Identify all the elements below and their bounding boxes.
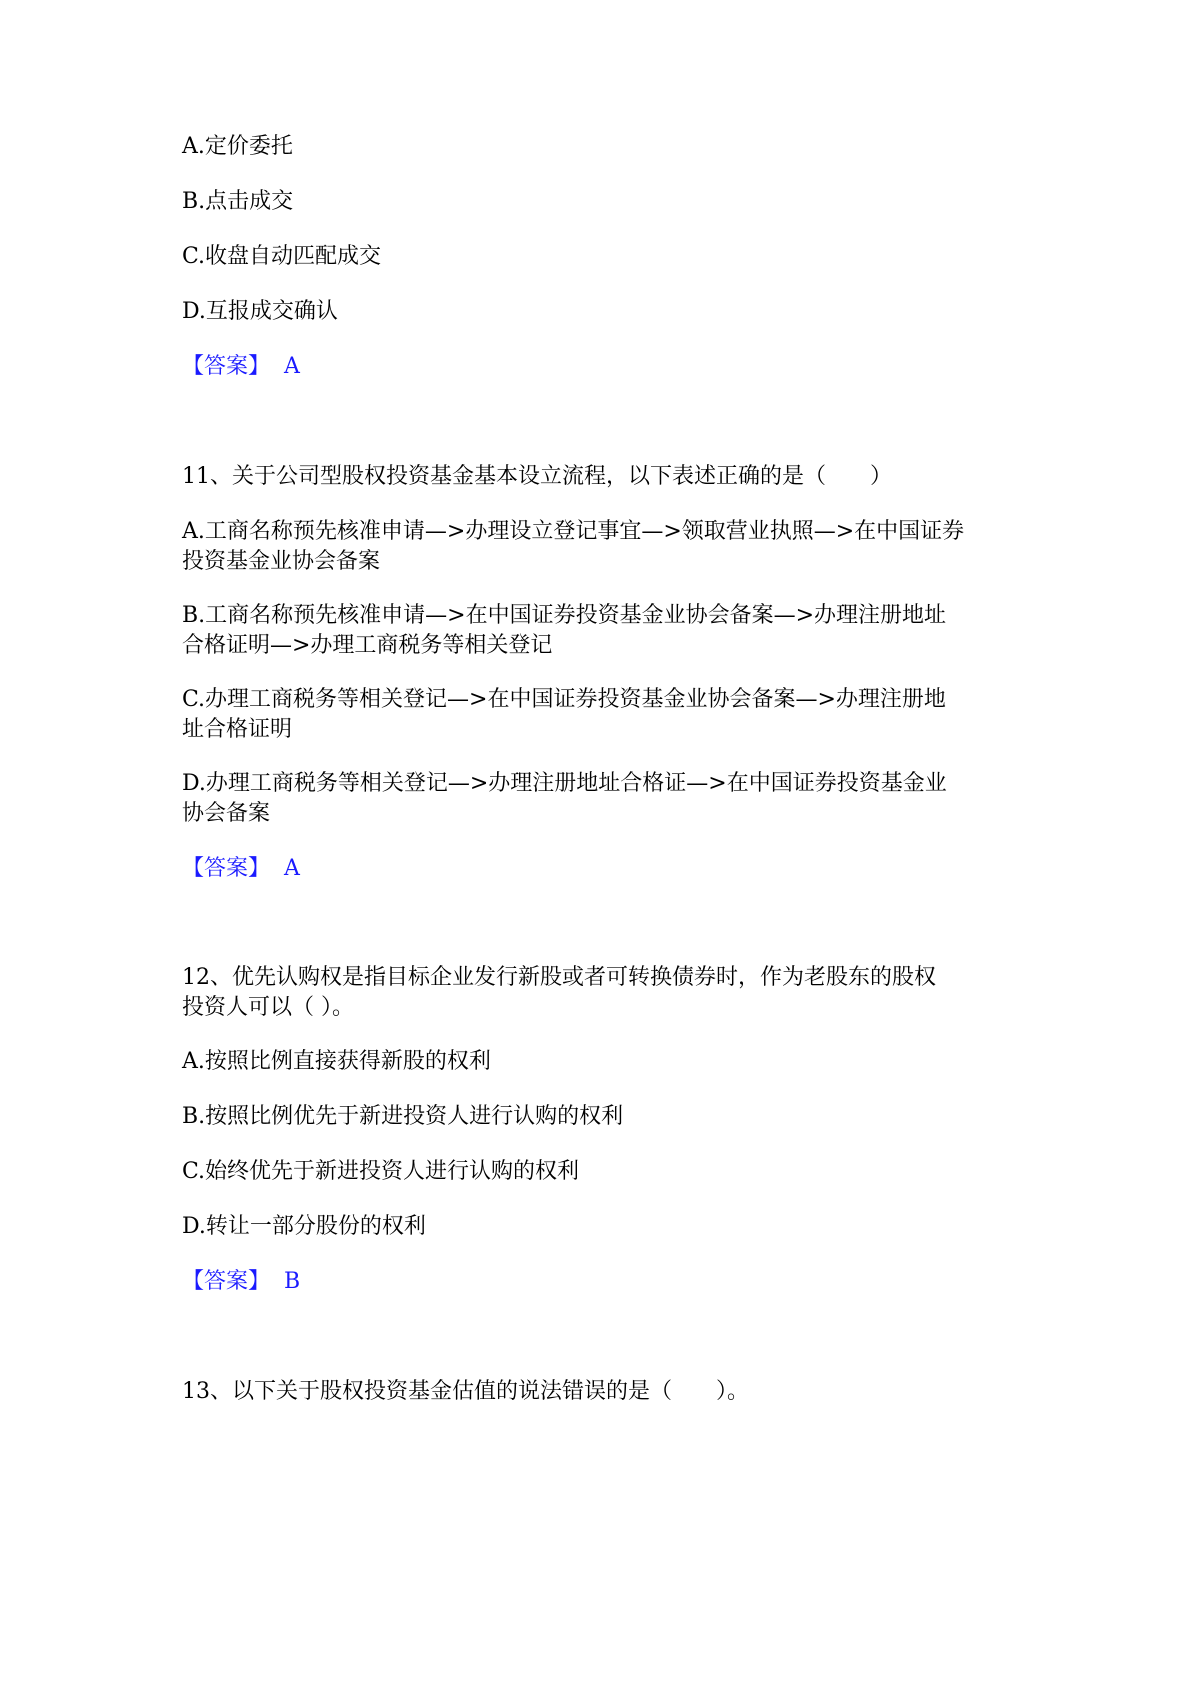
- option-b: B.按照比例优先于新进投资人进行认购的权利: [182, 1104, 624, 1129]
- option-b-line-1: B.工商名称预先核准申请—>在中国证券投资基金业协会备案—>办理注册地址: [182, 603, 947, 628]
- question-12-line-1: 12、优先认购权是指目标企业发行新股或者可转换债券时，作为老股东的股权: [182, 965, 936, 990]
- option-a: A.按照比例直接获得新股的权利: [182, 1049, 491, 1074]
- option-c-line-1: C.办理工商税务等相关登记—>在中国证券投资基金业协会备案—>办理注册地: [182, 687, 946, 712]
- option-a: A.定价委托: [182, 134, 293, 159]
- question-13: 13、以下关于股权投资基金估值的说法错误的是（ ）。: [182, 1379, 749, 1404]
- question-11: 11、关于公司型股权投资基金基本设立流程，以下表述正确的是（ ）: [182, 464, 892, 489]
- option-d: D.互报成交确认: [182, 299, 338, 324]
- option-b-line-2: 合格证明—>办理工商税务等相关登记: [182, 633, 553, 658]
- answer-value: A: [284, 856, 300, 881]
- option-d-line-2: 协会备案: [182, 801, 271, 826]
- option-a-line-2: 投资基金业协会备案: [182, 549, 381, 574]
- answer-line: [182, 853, 300, 885]
- answer-line: [182, 351, 300, 383]
- option-a-line-1: A.工商名称预先核准申请—>办理设立登记事宜—>领取营业执照—>在中国证券: [182, 519, 965, 544]
- answer-value: B: [284, 1269, 301, 1294]
- option-c: C.始终优先于新进投资人进行认购的权利: [182, 1159, 580, 1184]
- answer-label: 【答案】: [182, 1269, 271, 1294]
- answer-line: [182, 1266, 300, 1298]
- answer-label: 【答案】: [182, 354, 271, 379]
- option-c: C.收盘自动匹配成交: [182, 244, 382, 269]
- answer-value: A: [284, 354, 300, 379]
- option-b: B.点击成交: [182, 189, 294, 214]
- question-12-line-2: 投资人可以（ ）。: [182, 995, 354, 1020]
- option-c-line-2: 址合格证明: [182, 717, 293, 742]
- option-d-line-1: D.办理工商税务等相关登记—>办理注册地址合格证—>在中国证券投资基金业: [182, 771, 947, 796]
- option-d: D.转让一部分股份的权利: [182, 1214, 426, 1239]
- answer-label: 【答案】: [182, 856, 271, 881]
